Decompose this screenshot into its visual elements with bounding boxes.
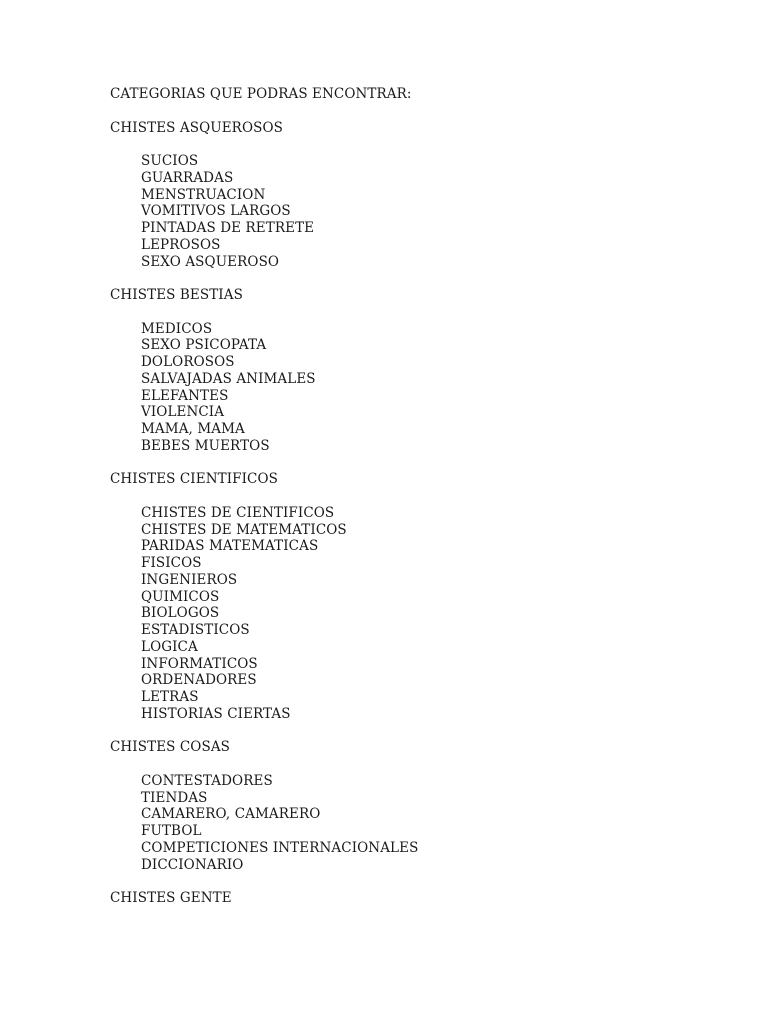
list-item: GUARRADAS xyxy=(141,169,234,186)
spacer xyxy=(110,136,710,153)
spacer xyxy=(110,103,710,120)
list-item: LETRAS xyxy=(141,689,199,705)
list-item: SUCIOS xyxy=(141,153,199,169)
list-item: TIENDAS xyxy=(141,789,208,806)
list-item: SEXO ASQUEROSO xyxy=(141,253,280,270)
list-item: CHISTES DE CIENTIFICOS xyxy=(141,504,335,521)
list-item: CHISTES DE MATEMATICOS xyxy=(141,521,347,538)
section-title: CHISTES ASQUEROSOS xyxy=(110,119,283,136)
list-item: MENSTRUACION xyxy=(141,186,266,203)
spacer xyxy=(110,488,710,505)
list-item: VIOLENCIA xyxy=(141,404,225,421)
spacer xyxy=(110,723,710,740)
list-item: COMPETICIONES INTERNACIONALES xyxy=(141,839,419,856)
spacer xyxy=(110,756,710,773)
list-item: CAMARERO, CAMARERO xyxy=(141,806,321,823)
section-title: CHISTES BESTIAS xyxy=(110,287,243,303)
list-item: ESTADISTICOS xyxy=(141,622,250,638)
list-item: MAMA, MAMA xyxy=(141,421,245,437)
list-item: VOMITIVOS LARGOS xyxy=(141,203,291,220)
list-item: BIOLOGOS xyxy=(141,605,220,622)
spacer xyxy=(110,873,710,890)
list-item: FUTBOL xyxy=(141,823,202,839)
document-body xyxy=(110,86,710,907)
list-item: INFORMATICOS xyxy=(141,655,258,672)
list-item: INGENIEROS xyxy=(141,571,238,588)
list-item: DOLOROSOS xyxy=(141,354,235,370)
list-item: MEDICOS xyxy=(141,320,213,337)
list-item: PARIDAS MATEMATICAS xyxy=(141,538,319,555)
list-item: HISTORIAS CIERTAS xyxy=(141,705,291,722)
spacer xyxy=(110,304,710,321)
list-item: ELEFANTES xyxy=(141,387,229,404)
list-item: ORDENADORES xyxy=(141,672,257,689)
list-item: SALVAJADAS ANIMALES xyxy=(141,370,316,387)
list-item: QUIMICOS xyxy=(141,588,220,605)
list-item: BEBES MUERTOS xyxy=(141,437,270,454)
list-item: LOGICA xyxy=(141,638,198,655)
spacer xyxy=(110,455,710,472)
section-title: CHISTES CIENTIFICOS xyxy=(110,471,278,488)
list-item: FISICOS xyxy=(141,555,202,571)
list-item: SEXO PSICOPATA xyxy=(141,337,267,354)
spacer xyxy=(110,270,710,287)
list-item: DICCIONARIO xyxy=(141,856,244,873)
list-item: PINTADAS DE RETRETE xyxy=(141,220,315,236)
section-title: CHISTES COSAS xyxy=(110,739,231,756)
list-item: LEPROSOS xyxy=(141,236,221,253)
document-heading: CATEGORIAS QUE PODRAS ENCONTRAR: xyxy=(110,86,412,102)
list-item: CONTESTADORES xyxy=(141,772,273,789)
section-title: CHISTES GENTE xyxy=(110,890,232,906)
